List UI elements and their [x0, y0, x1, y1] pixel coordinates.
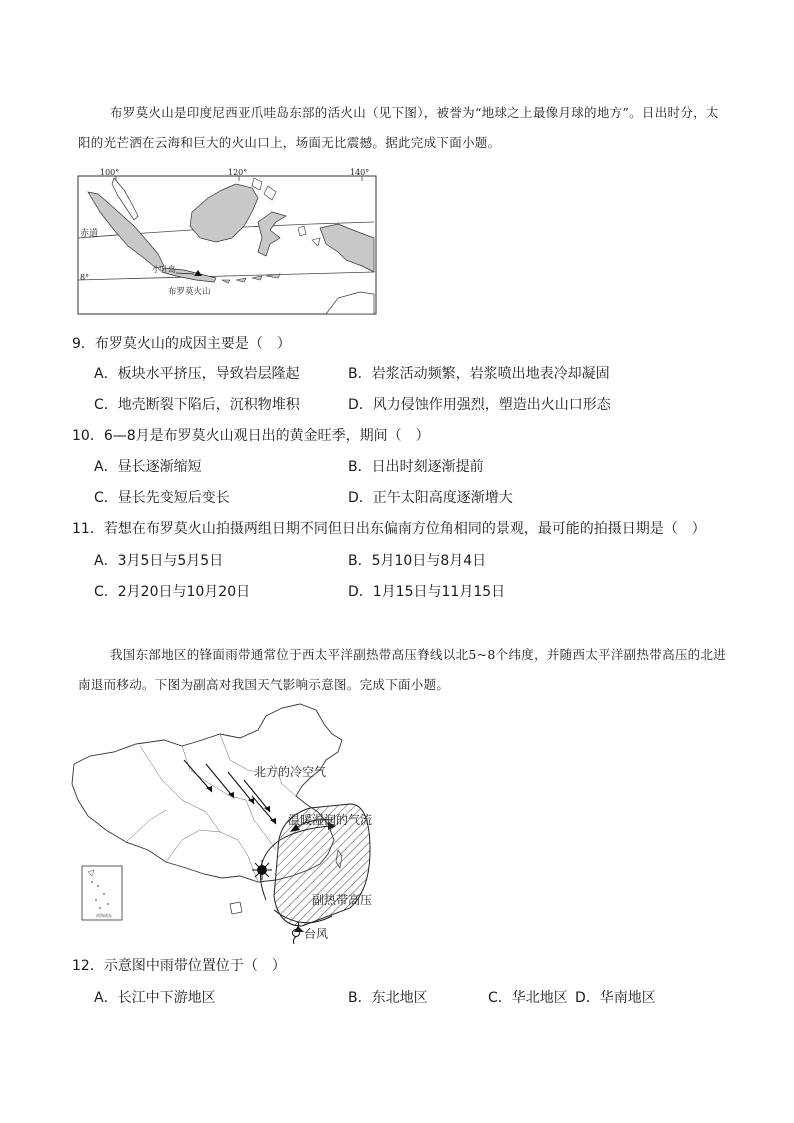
question-12-option-d[interactable]: D．华南地区: [575, 990, 656, 1006]
question-9-option-d[interactable]: D．风力侵蚀作用强烈，塑造出火山口形态: [348, 397, 611, 413]
question-12-option-c[interactable]: C．华北地区: [488, 990, 568, 1006]
indonesia-map: [76, 168, 378, 316]
question-11-option-c[interactable]: C．2月20日与10月20日: [94, 584, 251, 600]
china-weather-map: [70, 700, 410, 948]
lat-8-label: 8°: [80, 273, 90, 282]
inset-label: 南海诸岛: [96, 913, 112, 918]
question-9-stem: 9．布罗莫火山的成因主要是（ ）: [72, 336, 291, 352]
question-11-option-d[interactable]: D．1月15日与11月15日: [348, 584, 506, 600]
question-9-option-a[interactable]: A．板块水平挤压，导致岩层隆起: [94, 366, 300, 382]
lon-140-label: 140°: [350, 168, 370, 177]
passage-intro-1: 布罗莫火山是印度尼西亚爪哇岛东部的活火山（见下图），被誉为“地球之上最像月球的地方”。日出时分，太阳的光芒洒在云海和巨大的火山口上，场面无比震撼。据此完成下面小题。: [78, 105, 719, 150]
question-11-option-a[interactable]: A．3月5日与5月5日: [94, 553, 224, 569]
south-china-sea-inset: [82, 866, 122, 920]
question-9-option-c[interactable]: C．地壳断裂下陷后，沉积物堆积: [94, 397, 300, 413]
typhoon-label: 台风: [304, 927, 329, 941]
subtropical-high-label: 副热带高压: [312, 893, 373, 907]
question-12-option-b[interactable]: B．东北地区: [348, 990, 428, 1006]
question-11-option-b[interactable]: B．5月10日与8月4日: [348, 553, 487, 569]
question-10-option-b[interactable]: B．日出时刻逐渐提前: [348, 459, 484, 475]
question-12-stem: 12．示意图中雨带位置位于（ ）: [72, 958, 286, 974]
lon-100-label: 100°: [100, 168, 120, 177]
question-10-option-a[interactable]: A．昼长逐渐缩短: [94, 459, 202, 475]
question-10-option-c[interactable]: C．昼长先变短后变长: [94, 490, 230, 506]
island-label: 小叶岛: [152, 265, 176, 274]
volcano-label: 布罗莫火山: [168, 287, 211, 297]
lon-120-label: 120°: [228, 168, 248, 177]
question-9-option-b[interactable]: B．岩浆活动频繁，岩浆喷出地表冷却凝固: [348, 366, 610, 382]
warm-air-label: 温暖湿润的气流: [288, 813, 373, 827]
passage-intro-2: 我国东部地区的锋面雨带通常位于西太平洋副热带高压脊线以北5~8个纬度，并随西太平洋副热带高压的北进南退而移动。下图为副高对我国天气影响示意图。完成下面小题。: [78, 647, 727, 692]
equator-label: 赤道: [80, 229, 99, 239]
question-10-stem: 10．6—8月是布罗莫火山观日出的黄金旺季，期间（ ）: [72, 428, 430, 444]
question-11-stem: 11．若想在布罗莫火山拍摄两组日期不同但日出东偏南方位角相同的景观，最可能的拍摄日期是（ ）: [72, 521, 706, 537]
question-10-option-d[interactable]: D．正午太阳高度逐渐增大: [348, 490, 513, 506]
question-12-option-a[interactable]: A．长江中下游地区: [94, 990, 216, 1006]
hainan-island: [230, 902, 242, 914]
cold-air-label: 北方的冷空气: [254, 765, 327, 779]
